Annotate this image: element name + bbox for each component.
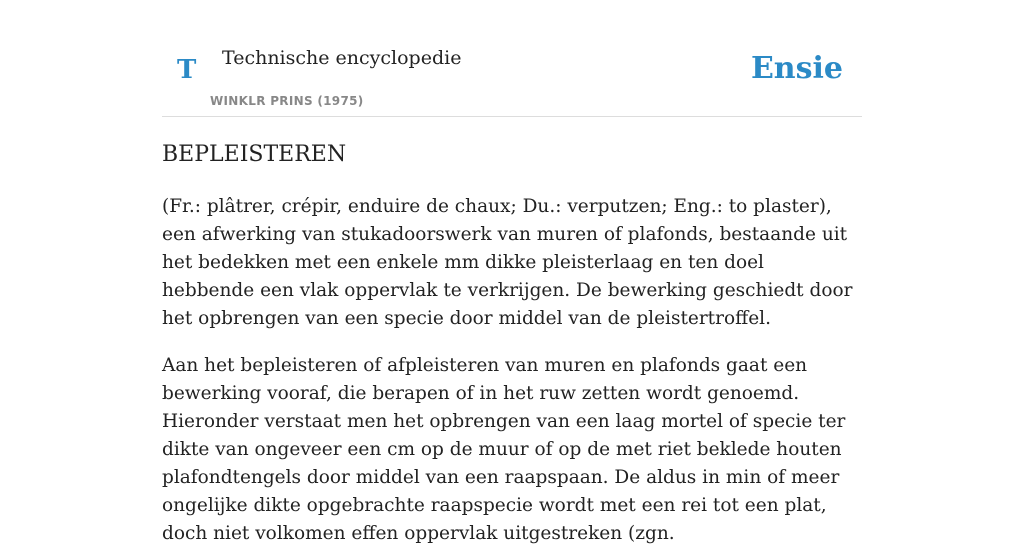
source-label: WINKLR PRINS (1975) <box>210 94 364 108</box>
ensie-logo-link[interactable]: Ensie <box>750 51 843 86</box>
category-logo-icon[interactable]: T <box>177 55 197 85</box>
site-header <box>162 0 862 117</box>
article-paragraph: Aan het bepleisteren of afpleisteren van muren en plafonds gaat een bewerking vooraf, die berapen of in het ruw zetten wordt genoemd. Hieronder verstaat men het opbrengen van een laag mortel of specie ter dikte van ongeveer een cm op de muur of op de met riet beklede houten plafondtengels door middel van een raapspaan. De aldus in min of meer ongelijke dikte opgebrachte raapspecie wordt met een rei tot een plat, doch niet volkomen effen oppervlak uitgestreken (zgn. <box>162 355 846 544</box>
encyclopedia-title-link[interactable]: Technische encyclopedie <box>222 47 462 69</box>
article-title: BEPLEISTEREN <box>162 142 347 167</box>
article-content <box>162 140 862 548</box>
article-paragraph: (Fr.: plâtrer, crépir, enduire de chaux; Du.: verputzen; Eng.: to plaster), een afwerking van stukadoorswerk van muren of plafonds, bestaande uit het bedekken met een enkele mm dikke pleisterlaag en ten doel hebbende een vlak oppervlak te verkrijgen. De bewerking geschiedt door het opbrengen van een specie door middel van de pleistertroffel. <box>162 196 853 329</box>
